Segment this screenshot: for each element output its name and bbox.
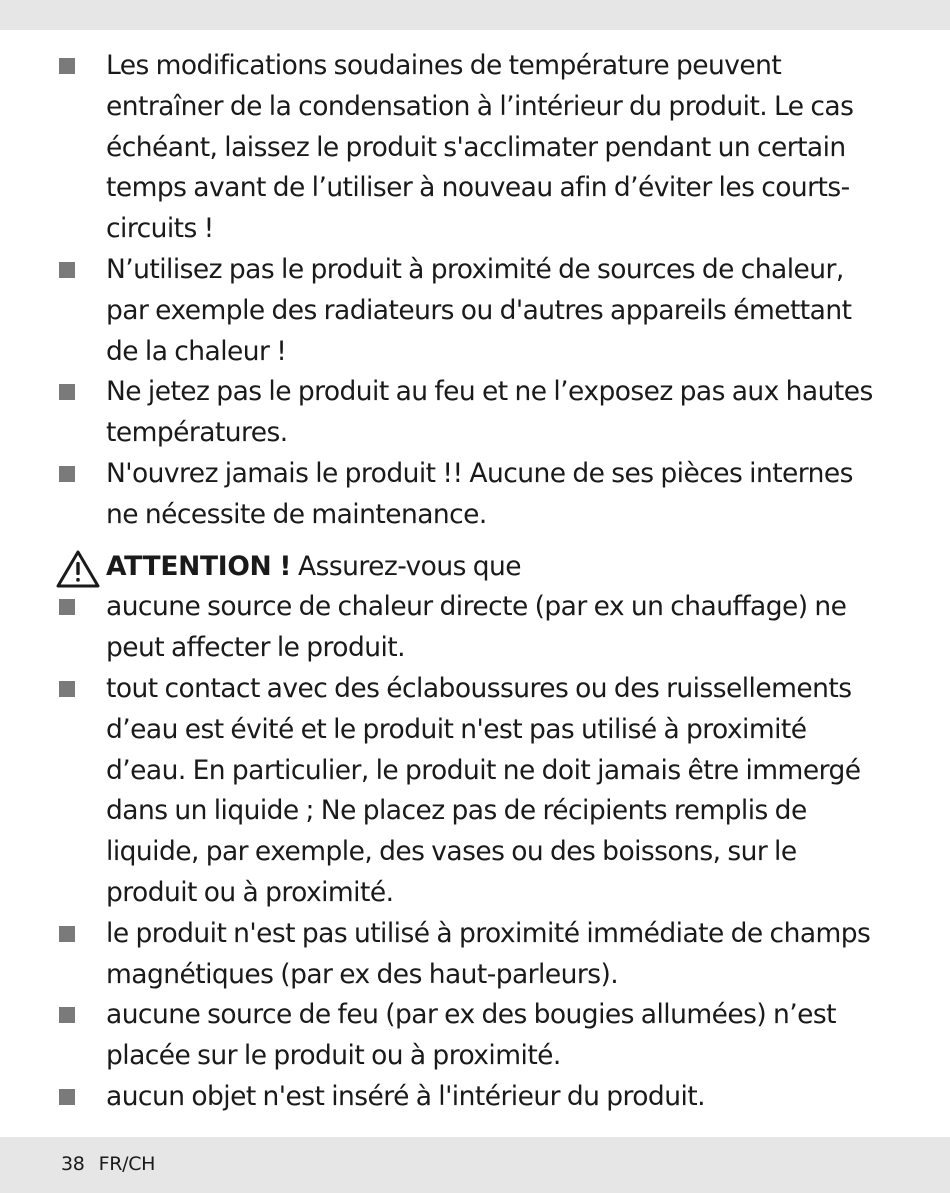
list-item [0, 914, 950, 996]
square-bullet-icon [59, 926, 75, 942]
list-item [0, 1077, 950, 1118]
language-code: FR/CH [98, 1153, 156, 1175]
square-bullet-icon [59, 58, 75, 74]
list-item-text: N'ouvrez jamais le produit !! Aucune de ses pièces internes ne nécessite de maintenance. [106, 457, 853, 530]
square-bullet-icon [59, 1089, 75, 1105]
page-content [0, 46, 950, 1118]
square-bullet-icon [59, 384, 75, 400]
list-item-text: Les modifications soudaines de température peuvent entraîner de la condensation à l’intérieur du produit. Le cas échéant, laissez le produit s'acclimater pendant un certain temps avant de l’utiliser à nouveau afin d’éviter les courts-circuits ! [106, 50, 854, 245]
list-item [0, 587, 950, 669]
square-bullet-icon [59, 262, 75, 278]
list-item-text: tout contact avec des éclaboussures ou des ruissellements d’eau est évité et le produit n'est pas utilisé à proximité d’eau. En particulier, le produit ne doit jamais être immergé dans un liquide ; Ne placez pas de récipients remplis de liquide, par exemple, des vases ou des boissons, sur le produit ou à proximité. [106, 672, 861, 908]
list-item [0, 454, 950, 536]
list-item [0, 995, 950, 1077]
list-item [0, 46, 950, 250]
square-bullet-icon [59, 681, 75, 697]
list-item-text: N’utilisez pas le produit à proximité de sources de chaleur, par exemple des radiateurs ou d'autres appareils émettant de la chaleur ! [106, 253, 852, 367]
list-item-text: aucun objet n'est inséré à l'intérieur du produit. [106, 1080, 705, 1112]
list-item [0, 372, 950, 454]
page-number: 38 [61, 1153, 85, 1175]
top-band [0, 0, 950, 30]
attention-label: ATTENTION ! [106, 550, 292, 582]
list-item-text: aucune source de chaleur directe (par ex un chauffage) ne peut affecter le produit. [106, 591, 847, 664]
square-bullet-icon [59, 466, 75, 482]
attention-text: Assurez-vous que [298, 550, 521, 582]
page-footer [61, 1150, 155, 1178]
square-bullet-icon [59, 599, 75, 615]
list-item-text: aucune source de feu (par ex des bougies allumées) n’est placée sur le produit ou à proximité. [106, 999, 836, 1072]
square-bullet-icon [59, 1007, 75, 1023]
list-item-text: Ne jetez pas le produit au feu et ne l’exposez pas aux hautes températures. [106, 376, 873, 449]
attention-heading [0, 547, 950, 588]
list-item [0, 250, 950, 372]
warning-triangle-icon [55, 549, 101, 589]
list-item [0, 669, 950, 914]
list-item-text: le produit n'est pas utilisé à proximité immédiate de champs magnétiques (par ex des haut-parleurs). [106, 917, 871, 990]
